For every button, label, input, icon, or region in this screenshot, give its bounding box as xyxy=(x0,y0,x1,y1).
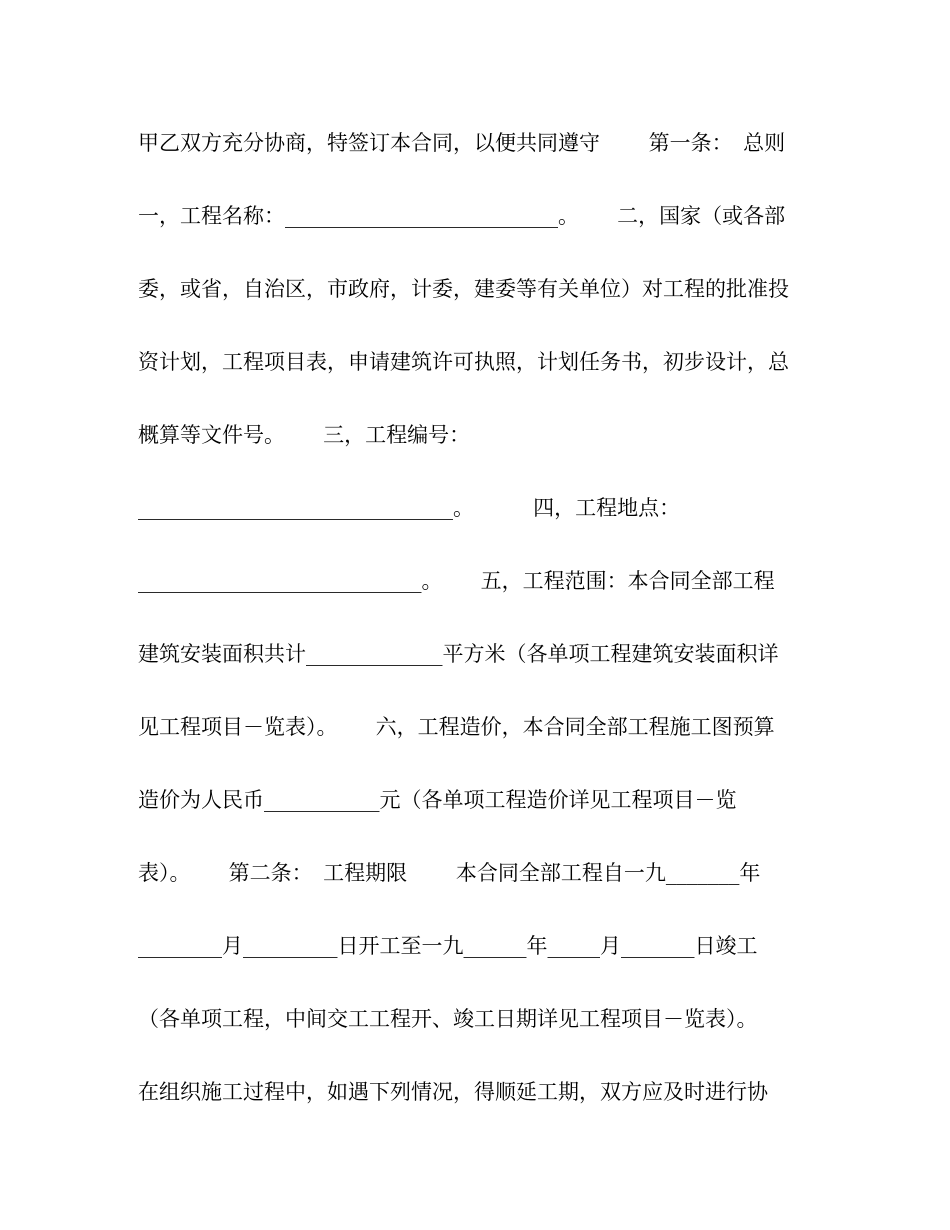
text-line: 造价为人民币___________元（各单项工程造价详见工程项目－览 xyxy=(138,788,737,812)
text-line: 甲乙双方充分协商，特签订本合同，以便共同遵守 第一条： 总则 xyxy=(138,131,786,155)
text-line: 委，或省，自治区，市政府，计委，建委等有关单位）对工程的批准投 xyxy=(138,277,789,301)
text-line: 一，工程名称：__________________________。 二，国家（或各部 xyxy=(138,204,786,228)
text-line: 概算等文件号。 三，工程编号： xyxy=(138,423,471,447)
text-line: ___________________________。 五，工程范围：本合同全部工程 xyxy=(138,569,775,593)
text-line: 在组织施工过程中，如遇下列情况，得顺延工期，双方应及时进行协 xyxy=(138,1080,768,1104)
text-line: （各单项工程，中间交工工程开、竣工日期详见工程项目－览表）。 xyxy=(138,1007,758,1031)
text-line: ______________________________。 四，工程地点： xyxy=(138,496,681,520)
text-line: 表）。 第二条： 工程期限 本合同全部工程自一九_______年 xyxy=(138,861,761,885)
text-line: 资计划，工程项目表，申请建筑许可执照，计划任务书，初步设计，总 xyxy=(138,350,789,374)
text-line: ________月_________日开工至一九______年_____月_______日竣工 xyxy=(138,934,758,958)
text-line: 见工程项目－览表）。 六，工程造价，本合同全部工程施工图预算 xyxy=(138,715,775,739)
text-line: 建筑安装面积共计_____________平方米（各单项工程建筑安装面积详 xyxy=(138,642,779,666)
